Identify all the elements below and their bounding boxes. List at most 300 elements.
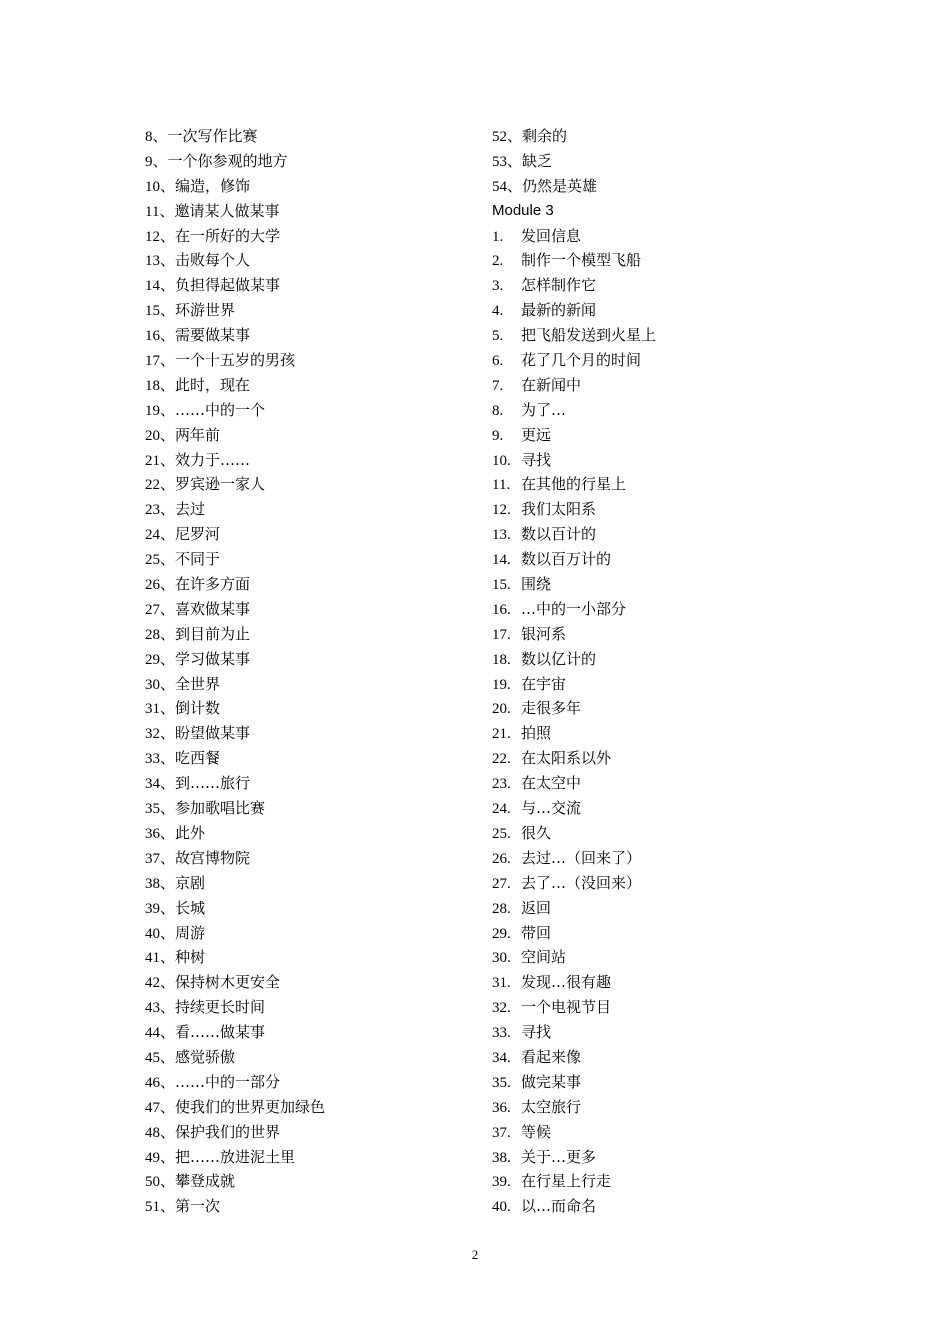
item-number: 4. [492,303,504,320]
item-text: 参加歌唱比赛 [175,799,266,818]
item-number: 37 [145,850,160,867]
item-text: 拍照 [521,724,552,743]
list-item [492,945,656,970]
item-number: 18 [145,377,160,394]
item-text: 数以百万计的 [521,550,612,569]
item-number: 29. [492,925,511,942]
item-text: 与…交流 [521,799,582,818]
item-text: 在太阳系以外 [521,749,612,768]
item-number: 44 [145,1025,160,1042]
item-text: 制作一个模型飞船 [521,251,642,270]
item-text: 故宫博物院 [175,848,251,867]
item-number: 10. [492,452,511,469]
item-text: 把……放进泥土里 [175,1147,296,1166]
item-text: 罗宾逊一家人 [175,475,266,494]
item-text: 到……旅行 [175,774,251,793]
list-item [145,821,325,846]
item-text: 此时，现在 [175,375,251,394]
list-item [492,1169,656,1194]
list-item [145,199,325,224]
item-number: 16 [145,328,160,345]
item-text: 带回 [521,923,552,942]
list-item [492,572,656,597]
item-number: 32 [145,726,160,743]
item-separator: 、 [160,948,176,967]
item-separator: 、 [160,1023,176,1042]
list-item [145,248,325,273]
item-text: 很久 [521,823,552,842]
item-separator: 、 [507,127,523,145]
item-number: 34. [492,1049,511,1066]
item-separator: 、 [160,1122,176,1141]
item-separator: 、 [160,749,176,768]
list-item [492,796,656,821]
item-number: 40 [145,925,160,942]
item-text: 持续更长时间 [175,998,266,1017]
list-item [492,273,656,298]
item-text: 第一次 [175,1197,221,1216]
item-number: 10 [145,178,160,195]
list-item [145,622,325,647]
item-text: 寻找 [521,1023,552,1042]
item-text: 寻找 [521,450,552,469]
item-number: 50 [145,1174,160,1191]
module-heading: Module 3 [492,201,554,219]
item-separator: 、 [160,351,176,370]
item-number: 23. [492,776,511,793]
item-number: 35. [492,1074,511,1091]
list-item [492,921,656,946]
right-column [492,124,656,1219]
item-separator: 、 [160,176,176,195]
item-separator: 、 [160,848,176,867]
list-item [145,1194,325,1219]
item-number: 23 [145,502,160,519]
list-item [492,771,656,796]
item-number: 31 [145,701,160,718]
list-item [492,373,656,398]
item-separator: 、 [507,151,523,170]
item-number: 12 [145,228,160,245]
item-text: 太空旅行 [521,1097,582,1116]
item-separator: 、 [160,550,176,569]
item-number: 51 [145,1199,160,1216]
item-text: 一个电视节目 [521,998,612,1017]
list-item [492,1145,656,1170]
list-item [145,373,325,398]
list-item [145,472,325,497]
item-separator: 、 [160,898,176,917]
list-item [492,1095,656,1120]
item-text: 吃西餐 [175,749,221,768]
item-text: 邀请某人做某事 [174,201,280,220]
item-text: 去过…（回来了） [521,848,642,867]
item-number: 48 [145,1124,160,1141]
list-item [492,1070,656,1095]
item-text: 长城 [175,898,206,917]
item-text: 关于…更多 [521,1147,597,1166]
item-text: 去过 [175,500,206,519]
item-text: 仍然是英雄 [522,176,598,195]
item-separator: 、 [160,575,176,594]
item-text: ……中的一部分 [175,1072,281,1091]
unit-continuation-list [492,124,656,199]
list-item [145,124,325,149]
list-item [145,149,325,174]
item-text: 在行星上行走 [521,1172,612,1191]
item-number: 16. [492,601,511,618]
list-item [492,497,656,522]
item-number: 17. [492,626,511,643]
item-number: 36. [492,1099,511,1116]
item-separator: 、 [160,1097,176,1116]
list-item [145,796,325,821]
list-item [492,298,656,323]
list-item [145,1169,325,1194]
item-number: 24. [492,801,511,818]
item-separator: 、 [160,823,176,842]
list-item [145,1045,325,1070]
list-item [492,597,656,622]
item-separator: 、 [160,624,176,643]
list-item [492,224,656,249]
item-number: 12. [492,502,511,519]
item-text: 去了…（没回来） [521,873,642,892]
item-separator: 、 [160,475,176,494]
item-text: 需要做某事 [175,326,251,345]
list-item [492,323,656,348]
item-number: 38. [492,1149,511,1166]
item-text: 最新的新闻 [521,301,597,320]
list-item [492,1045,656,1070]
list-item [145,1145,325,1170]
item-text: 做完某事 [521,1072,582,1091]
item-text: 击败每个人 [175,251,251,270]
item-separator: 、 [160,724,176,743]
item-text: 在太空中 [521,774,582,793]
item-separator: 、 [160,301,176,320]
item-number: 28 [145,626,160,643]
item-text: 感觉骄傲 [175,1047,236,1066]
item-separator: 、 [160,699,176,718]
item-text: 两年前 [175,425,221,444]
list-item [492,248,656,273]
item-text: 编造，修饰 [175,176,251,195]
list-item [145,945,325,970]
list-item [492,721,656,746]
item-number: 8 [145,129,153,145]
list-item [145,896,325,921]
item-number: 30 [145,676,160,693]
item-text: 走很多年 [521,699,582,718]
item-number: 22 [145,477,160,494]
item-number: 46 [145,1074,160,1091]
list-item [492,647,656,672]
item-number: 8. [492,402,504,419]
item-text: 一个你参观的地方 [167,151,288,170]
item-number: 21. [492,726,511,743]
item-separator: 、 [160,400,176,419]
item-text: 一个十五岁的男孩 [175,351,296,370]
item-separator: 、 [152,127,168,145]
item-number: 38 [145,875,160,892]
list-item [145,970,325,995]
list-item [145,398,325,423]
item-number: 40. [492,1199,511,1216]
item-number: 7. [492,377,504,394]
item-text: 周游 [175,923,206,942]
item-text: 负担得起做某事 [175,276,281,295]
item-separator: 、 [507,176,523,195]
item-number: 20. [492,701,511,718]
item-number: 53 [492,153,507,170]
list-item [145,224,325,249]
item-separator: 、 [160,998,176,1017]
list-item [145,1095,325,1120]
list-item [492,896,656,921]
item-number: 21 [145,452,160,469]
item-number: 36 [145,825,160,842]
item-separator: 、 [160,1147,176,1166]
list-item [492,423,656,448]
item-separator: 、 [160,375,176,394]
item-number: 54 [492,178,507,195]
item-number: 43 [145,1000,160,1017]
item-separator: 、 [160,500,176,519]
list-item [145,597,325,622]
item-number: 29 [145,651,160,668]
item-text: 银河系 [521,624,567,643]
list-item [492,746,656,771]
item-separator: 、 [160,1172,176,1191]
item-number: 35 [145,801,160,818]
list-item [145,174,325,199]
item-number: 26. [492,850,511,867]
item-number: 45 [145,1049,160,1066]
item-number: 15 [145,303,160,320]
item-number: 6. [492,353,504,370]
item-number: 13. [492,527,511,544]
list-item [145,1120,325,1145]
item-separator: 、 [160,973,176,992]
module3-list [492,224,656,1220]
list-item [145,497,325,522]
list-item [145,1020,325,1045]
item-text: 看起来像 [521,1047,582,1066]
item-separator: 、 [160,1072,176,1091]
item-text: 把飞船发送到火星上 [521,326,657,345]
item-number: 37. [492,1124,511,1141]
item-separator: 、 [160,774,176,793]
item-separator: 、 [160,799,176,818]
item-text: 一次写作比赛 [167,127,258,145]
item-number: 27 [145,601,160,618]
item-text: 在宇宙 [521,674,567,693]
item-text: 更远 [521,425,552,444]
item-separator: 、 [160,251,176,270]
list-item [145,323,325,348]
item-separator: 、 [160,873,176,892]
list-item [492,472,656,497]
item-number: 24 [145,527,160,544]
item-text: 在一所好的大学 [175,226,281,245]
item-number: 17 [145,353,160,370]
list-item [145,746,325,771]
list-item [492,124,656,149]
item-number: 52 [492,129,507,145]
list-item [492,448,656,473]
item-text: 全世界 [175,674,221,693]
item-text: 缺乏 [522,151,553,170]
item-number: 20 [145,427,160,444]
item-number: 19. [492,676,511,693]
list-item [145,871,325,896]
item-number: 30. [492,950,511,967]
item-number: 28. [492,900,511,917]
item-number: 47 [145,1099,160,1116]
list-item [145,846,325,871]
item-separator: 、 [160,674,176,693]
item-number: 25 [145,552,160,569]
item-number: 27. [492,875,511,892]
list-item [145,423,325,448]
item-number: 42 [145,975,160,992]
item-text: 我们太阳系 [521,500,597,519]
item-separator: 、 [152,151,168,170]
page-number: 2 [471,1247,479,1262]
item-text: 倒计数 [175,699,221,718]
item-text: 京剧 [175,873,206,892]
item-text: …中的一小部分 [521,599,627,618]
item-text: 到目前为止 [175,624,251,643]
item-number: 34 [145,776,160,793]
list-item [145,771,325,796]
item-text: 学习做某事 [175,649,251,668]
item-text: 怎样制作它 [521,276,597,295]
list-item [492,871,656,896]
item-number: 5. [492,328,504,345]
list-item [145,721,325,746]
item-number: 26 [145,577,160,594]
list-item [492,149,656,174]
item-number: 11. [492,477,511,494]
item-text: 保持树木更安全 [175,973,281,992]
list-item [145,547,325,572]
list-item [492,174,656,199]
item-text: 使我们的世界更加绿色 [175,1097,326,1116]
item-text: 空间站 [521,948,567,967]
item-separator: 、 [160,1197,176,1216]
item-separator: 、 [160,649,176,668]
list-item [145,921,325,946]
list-item [145,448,325,473]
item-number: 33. [492,1025,511,1042]
item-text: 发现…很有趣 [521,973,612,992]
item-text: 尼罗河 [175,525,221,544]
list-item [145,273,325,298]
list-item [492,1020,656,1045]
item-text: 效力于…… [175,450,251,469]
item-number: 19 [145,402,160,419]
item-number: 18. [492,651,511,668]
item-separator: 、 [159,201,175,220]
list-item [492,1120,656,1145]
list-item [492,696,656,721]
item-separator: 、 [160,1047,176,1066]
list-item [492,1194,656,1219]
item-number: 41 [145,950,160,967]
item-number: 14 [145,278,160,295]
list-item [145,647,325,672]
item-number: 11 [145,203,160,220]
item-number: 49 [145,1149,160,1166]
item-text: 在新闻中 [521,375,582,394]
item-number: 13 [145,253,160,270]
item-text: 种树 [175,948,206,967]
list-item [492,522,656,547]
list-item [492,821,656,846]
list-item [145,1070,325,1095]
item-text: 环游世界 [175,301,236,320]
item-number: 14. [492,552,511,569]
item-text: 发回信息 [521,226,582,245]
item-number: 31. [492,975,511,992]
list-item [492,398,656,423]
left-column [145,124,325,1219]
item-number: 9. [492,427,504,444]
item-number: 2. [492,253,504,270]
item-separator: 、 [160,450,176,469]
item-number: 32. [492,1000,511,1017]
item-text: 在其他的行星上 [521,475,627,494]
list-item [145,348,325,373]
item-separator: 、 [160,599,176,618]
list-item [492,547,656,572]
item-separator: 、 [160,425,176,444]
item-separator: 、 [160,525,176,544]
item-text: 在许多方面 [175,575,251,594]
item-number: 22. [492,751,511,768]
list-item [145,572,325,597]
item-text: 等候 [521,1122,552,1141]
item-text: 为了… [521,400,567,419]
list-item [492,348,656,373]
list-item [492,672,656,697]
list-item [145,995,325,1020]
item-separator: 、 [160,276,176,295]
item-text: 数以百计的 [521,525,597,544]
item-number: 3. [492,278,504,295]
item-number: 33 [145,751,160,768]
item-text: 看……做某事 [175,1023,266,1042]
list-item [492,995,656,1020]
item-text: 返回 [521,898,552,917]
item-text: 盼望做某事 [175,724,251,743]
list-item [145,696,325,721]
item-text: 围绕 [521,575,552,594]
item-text: 剩余的 [522,127,568,145]
item-text: 数以亿计的 [521,649,597,668]
item-text: 喜欢做某事 [175,599,251,618]
item-number: 9 [145,153,153,170]
item-text: 花了几个月的时间 [521,351,642,370]
list-item [492,622,656,647]
item-number: 15. [492,577,511,594]
item-text: 保护我们的世界 [175,1122,281,1141]
item-number: 25. [492,825,511,842]
item-separator: 、 [160,226,176,245]
item-text: ……中的一个 [175,400,266,419]
